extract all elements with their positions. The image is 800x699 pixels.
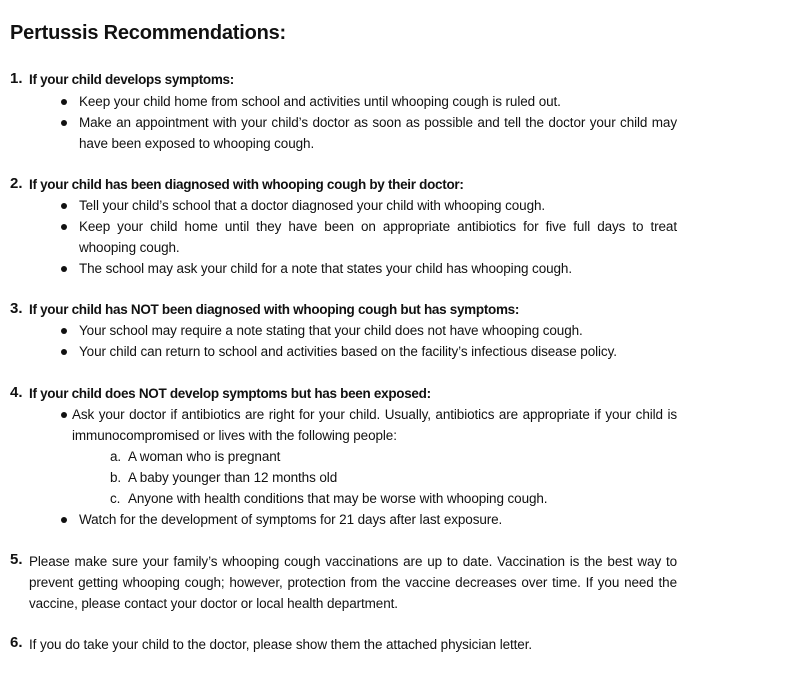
list-item [79, 509, 677, 530]
bullet-icon [61, 99, 67, 105]
section-title: If your child has been diagnosed with whooping cough by their doctor: [29, 177, 464, 192]
section-paragraph: Please make sure your family’s whooping cough vaccinations are up to date. Vaccination is the best way to prevent getting whooping cough; however, protection from the vaccine decreases over time. If you need the vaccine, please contact your doctor or local health department. [29, 554, 677, 611]
list-item [79, 195, 677, 216]
bullet-icon [61, 412, 67, 418]
list-item-text: Your child can return to school and activities based on the facility’s infectious disease policy. [79, 344, 617, 359]
section-2 [0, 174, 800, 279]
section-heading [0, 69, 800, 89]
list-item [79, 258, 677, 279]
bullet-list [0, 404, 800, 446]
bullet-icon [61, 328, 67, 334]
sub-list-item [110, 488, 800, 509]
section-number: 2. [10, 175, 23, 192]
list-item [79, 112, 677, 154]
sub-list-text: Anyone with health conditions that may be worse with whooping cough. [128, 491, 548, 506]
list-item-text: Keep your child home from school and activities until whooping cough is ruled out. [79, 94, 561, 109]
list-item-text: Ask your doctor if antibiotics are right for your child. Usually, antibiotics are appropriate if your child is immunocompromised or lives with the following people: [72, 407, 677, 443]
sub-list-marker: a. [110, 449, 122, 464]
bullet-icon [61, 266, 67, 272]
sub-list-text: A woman who is pregnant [128, 449, 281, 464]
list-item [79, 91, 677, 112]
bullet-icon [61, 517, 67, 523]
section-number: 4. [10, 384, 23, 401]
page-title: Pertussis Recommendations: [10, 22, 286, 44]
list-item-text: The school may ask your child for a note that states your child has whooping cough. [79, 261, 572, 276]
list-item-text: Tell your child’s school that a doctor diagnosed your child with whooping cough. [79, 198, 546, 213]
sub-list-marker: c. [110, 491, 121, 506]
sub-list-item [110, 467, 800, 488]
sub-list [0, 446, 800, 509]
section-heading [0, 174, 800, 194]
list-item [79, 341, 677, 362]
section-title: If your child develops symptoms: [29, 72, 234, 87]
section-paragraph: If you do take your child to the doctor, please show them the attached physician letter. [29, 637, 533, 652]
bullet-icon [61, 203, 67, 209]
section-number: 1. [10, 70, 23, 87]
section-number: 3. [10, 300, 23, 317]
bullet-list [0, 91, 800, 154]
section-title: If your child has NOT been diagnosed with whooping cough but has symptoms: [29, 302, 520, 317]
bullet-list [0, 195, 800, 279]
section-4 [0, 383, 800, 530]
list-item [79, 320, 677, 341]
bullet-icon [61, 349, 67, 355]
list-item [72, 404, 677, 446]
section-number: 6. [10, 634, 23, 651]
section-1 [0, 69, 800, 154]
list-item-text: Keep your child home until they have been on appropriate antibiotics for five full days to treat whooping cough. [79, 219, 677, 255]
sub-list-text: A baby younger than 12 months old [128, 470, 338, 485]
sub-list-marker: b. [110, 470, 122, 485]
section-3 [0, 299, 800, 362]
bullet-icon [61, 224, 67, 230]
bullet-list [0, 320, 800, 362]
list-item-text: Make an appointment with your child’s doctor as soon as possible and tell the doctor your child may have been exposed to whooping cough. [79, 115, 677, 151]
list-item-text: Your school may require a note stating that your child does not have whooping cough. [79, 323, 583, 338]
section-number: 5. [10, 551, 23, 568]
section-title: If your child does NOT develop symptoms but has been exposed: [29, 386, 431, 401]
section-heading [0, 383, 800, 403]
bullet-list [0, 509, 800, 530]
section-heading [0, 299, 800, 319]
list-item-text: Watch for the development of symptoms for 21 days after last exposure. [79, 512, 503, 527]
sub-list-item [110, 446, 800, 467]
bullet-icon [61, 120, 67, 126]
list-item [79, 216, 677, 258]
